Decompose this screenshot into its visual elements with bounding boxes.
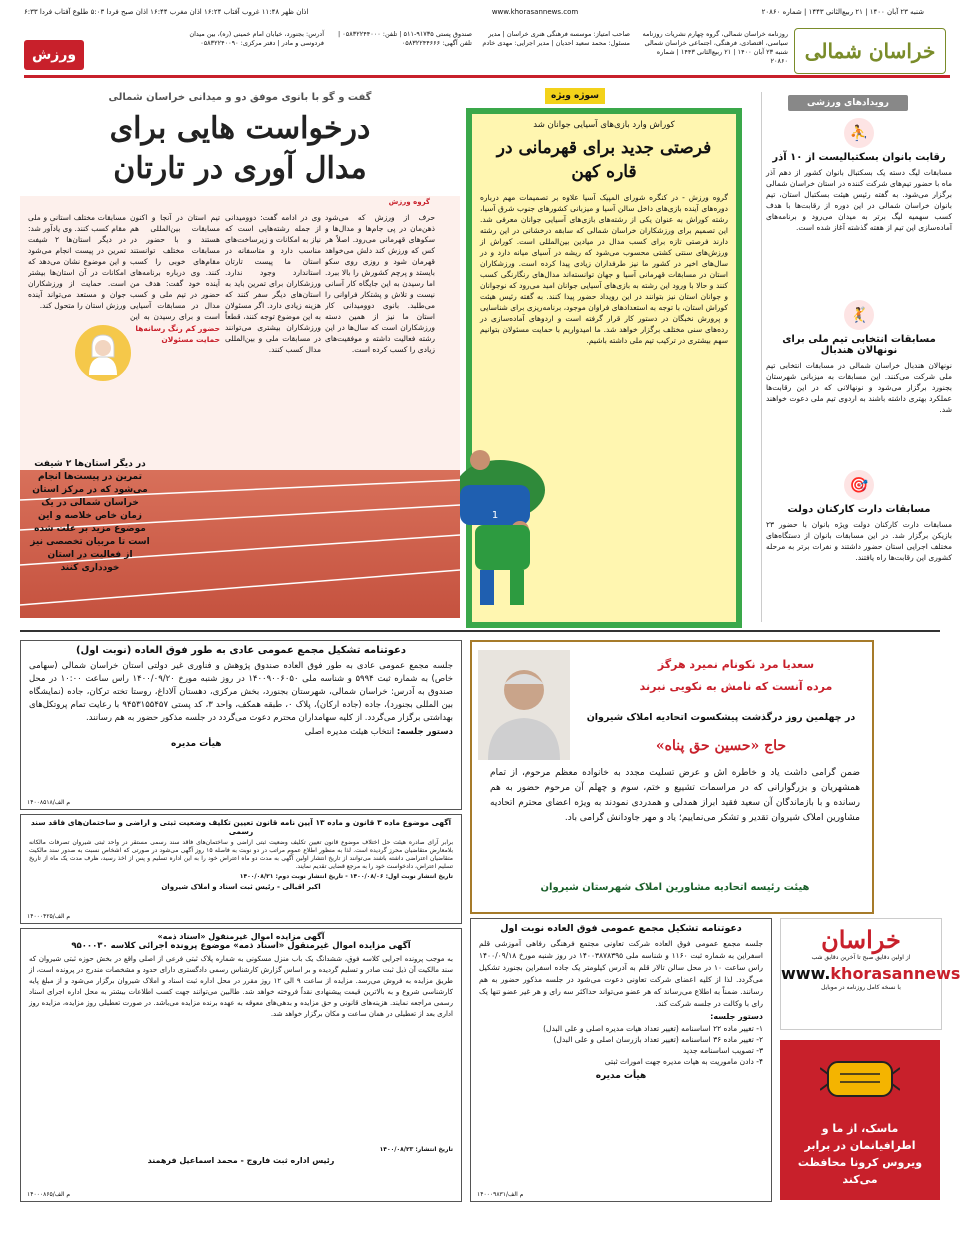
athletics-col2: وی در ادامه گفت: دوومیدانی از جمله رشته‌هایی است که نیاز به امکانات و زیرساخت‌های مناسب دارد و متاسفانه در استان ما پیست تارتان استاندارد وجود ندارد. ورزشکاران برای تمرین باید به استان‌های دیگر سفر کنند که هزینه زیادی دارد. اگر مسئولان به این موضوع توجه کنند، قطعاً ورزشکاران بیشتری می‌توانند در مسابقات ملی و بین‌المللی مدال کسب کنند. <box>225 213 321 354</box>
kurash-title: فرصتی جدید برای قهرمانی در قاره کهن <box>496 138 712 182</box>
special-tag: سوژه ویژه <box>545 88 605 104</box>
condolence-body: ضمن گرامی داشت یاد و خاطره اش و عرض تسلیت مجدد به خانواده معظم مرحوم، از تمام همشهریان و بزرگوارانی که در مراسمات تشییع و ختم، سوم و چهلم آن مرحوم حضور به هم رسانده و با بازماندگان آن سعید فقید ابراز همدلی و همدردی نمودند به ویژه اعضای محترم اتحادیه مشاورین املاک شیروان تقدیر و تشکر می‌نماییم؛ یاد و مهر جاودانش گرامی باد. <box>490 768 860 823</box>
masthead-col4: آدرس: بجنورد، خیابان امام خمینی (ره)، بین میدان فردوسی و مادر | دفتر مرکزی: ۰۵۸۳۲۲۴۰۰۹۰ <box>189 30 324 47</box>
athlete-portrait-icon <box>83 331 123 375</box>
basketball-icon: ⛹ <box>844 118 874 148</box>
deceased-photo <box>478 650 570 760</box>
notice-coop-meeting <box>470 918 772 1202</box>
condolence-intro: در چهلمین روز درگذشت پیشکسوت اتحادیه املاک شیروان <box>586 712 856 723</box>
kurash-kicker: کوراش وارد بازی‌های آسیایی جوانان شد <box>533 120 675 130</box>
sidebar-item-title: مسابقات انتخابی تیم ملی برای نونهالان هندبال <box>782 334 936 356</box>
notice1-title: دعوتنامه تشکیل مجمع عمومی عادی به طور فوق العاده (نوبت اول) <box>75 645 407 656</box>
sidebar-item-body: نونهالان هندبال خراسان شمالی در مسابقات انتخابی تیم ملی شرکت می‌کنند. این مسابقات به میزبانی شهرستان بجنورد برگزار می‌شود و نونهالانی که در این رقابت‌ها عملکرد بهتری داشته باشند به اردوی تیم ملی دعوت خواهند شد. <box>766 361 952 414</box>
url-prefix: www. <box>781 964 831 983</box>
handball-icon: 🤾 <box>844 300 874 330</box>
masthead-col1b-text: شنبه ۲۳ آبان ۱۴۰۰ | ۲۱ ربیع‌الثانی ۱۴۴۳ | شماره ۲۰۸۶۰ <box>656 48 788 65</box>
url-domain: khorasannews <box>830 964 960 983</box>
khorasan-logo: خراسان <box>821 925 901 954</box>
notice1-agenda-label: دستور جلسه: <box>396 727 453 737</box>
athletics-quote: در دیگر استان‌ها ۲ شیفت تمرین در پیست‌ها انجام می‌شود که در مرکز استان خراسان شمالی در یک زمان خاص خلاصه و این موضوع مزید بر علت شده است تا مربیان تخصصی نیز از فعالیت در استان خودداری کنند <box>30 459 150 573</box>
agenda-item: ۲- تغییر ماده ۳۶ اساسنامه (تغییر تعداد بازرسان اصلی و علی البدل) <box>553 1035 763 1044</box>
athlete-avatar <box>75 325 131 381</box>
sidebar-item-1 <box>766 118 952 233</box>
notice2-code: م الف/۱۴۰۰۰۴۲۵ <box>27 913 71 920</box>
notice4-body: جلسه مجمع عمومی فوق العاده شرکت تعاونی مجتمع فرهنگی رفاهی آموزشی قلم اسفراین به شماره ثبت ۱۱۶۰ و شناسه ملی ۱۴۰۰۳۸۷۸۳۹۵ در روز شنبه مورخ ۱۴۰۰/۰۹/۱۸ راس ساعت ۱۰ در محل سالن تالار قلم به آدرس کیلومتر یک جاده اسفراین بجنورد تشکیل می‌گردد. لذا از کلیه اعضای شرکت تعاونی دعوت می‌شود در جلسه مذکور حضور به هم رسانند. ضمناً به اطلاع می‌رساند که هر عضو می‌تواند حداکثر سه رای و هر غیر عضو تنها یک رای با وکالت در جلسه شرکت کند. <box>479 939 764 1008</box>
notice4-sign: هیأت مدیره <box>595 1071 647 1081</box>
section-label: گروه ورزش <box>388 198 430 206</box>
athletics-col3-text: تیم استان در آنجا و اکنون مسابقات بین‌المللی هم هستند و با حضور در مسابقات مختلف توانستند مقام‌های خوبی را کسب کنند. وی درباره برنامه‌های آینده خود گفت: هدف من حضور در تیم ملی و کسب مدال در مسابقات آسیایی است و برای رسیدن به این <box>130 213 220 321</box>
masthead-col3: صندوق پستی ۹۱۷۳۵-۵۱۱ | تلفن: ۰۵۸۳۲۲۴۴۰۰۰ | تلفن آگهی: ۰۵۸۳۲۲۴۴۶۶۶ <box>338 30 472 47</box>
sidebar-item-body: مسابقات لیگ دسته یک بسکتبال بانوان کشور از دهم آذر ماه با حضور تیم‌های شرکت کننده در استان خراسان شمالی برگزار می‌شود. به گفته رئیس هیئت بسکتبال استان، تیم بانوان خراسان شمالی در این دوره از رقابت‌ها با هدف کسب سهمیه لیگ برتر به میدان می‌رود و برنامه‌های آماده‌سازی این تیم از هفته گذشته آغاز شده است. <box>766 168 952 232</box>
notice2-dates: تاریخ انتشار نوبت اول: ۱۴۰۰/۰۸/۰۶ - تاریخ انتشار نوبت دوم: ۱۴۰۰/۰۸/۲۱ <box>239 873 453 880</box>
sidebar-item-title: مسابقات دارت کارکنان دولت <box>787 504 931 515</box>
notice4-code: م الف/۱۴۰۰۰۹۸۳۱ <box>477 1191 524 1198</box>
athletics-col3 <box>130 212 220 346</box>
prayer-times: اذان ظهر ۱۱:۴۸ غروب آفتاب ۱۶:۲۴ اذان مغرب ۱۶:۴۴ اذان صبح فردا ۵:۰۳ طلوع آفتاب فردا ۶:۳۳ <box>24 8 309 16</box>
corona-text: ماسک، از ما و اطرافیانمان در برابر ویروس کرونا محافظت می‌کند <box>797 1122 923 1186</box>
date-line: شنبه ۲۳ آبان ۱۴۰۰ | ۲۱ ربیع‌الثانی ۱۴۴۳ | شماره ۲۰۸۶۰ <box>761 8 924 16</box>
website-top[interactable]: www.khorasannews.com <box>491 8 579 16</box>
notice2-title: آگهی موضوع ماده ۳ قانون و ماده ۱۳ آیین نامه قانون تعیین تکلیف وضعیت ثبتی و اراضی و ساختمان‌های فاقد سند رسمی <box>30 818 452 836</box>
sidebar-item-3 <box>766 470 952 563</box>
athletics-title-2: مدال آوری در تارتان <box>113 151 367 186</box>
sidebar-tag: رویدادهای ورزشی <box>788 95 908 111</box>
masthead-col1-text: روزنامه خراسان شمالی، گروه چهارم نشریات روزنامه سیاسی، اقتصادی، فرهنگی، اجتماعی خراسان شمالی <box>642 30 788 47</box>
notice2-body: برابر آرای صادره هیئت حل اختلاف موضوع قانون تعیین تکلیف وضعیت ثبتی اراضی و ساختمان‌های فاقد سند رسمی مستقر در واحد ثبتی شیروان تصرفات مالکانه بلامعارض متقاضیان محرز گردیده است. لذا به منظور اطلاع عموم مراتب در دو نوبت به فاصله ۱۵ روز آگهی می‌شود در صورتی که اشخاص نسبت به صدور سند مالکیت متقاضیان اعتراضی داشته باشند می‌توانند از تاریخ انتشار اولین آگهی به مدت دو ماه اعتراض خود را به این اداره تسلیم و پس از اخذ رسید، ظرف مدت یک ماه از تاریخ تسلیم اعتراض، دادخواست خود را به مرجع قضایی تقدیم نمایند. <box>29 839 454 870</box>
subhead-media: حضور کم رنگ رسانه‌ها <box>135 324 220 333</box>
poem-line1: سعدیا مرد نکونام نمیرد هرگز <box>657 658 815 671</box>
portrait-icon <box>478 650 570 760</box>
poem-line2: مرده آنست که نامش به نکویی نبرند <box>639 680 833 693</box>
notice3-title1: آگهی مزایده اموال غیرمنقول «اسناد ذمه» <box>157 932 325 941</box>
khorasan-slogan: از اولین دقایق صبح تا آخرین دقایق شب <box>811 954 911 961</box>
corona-mask-ad <box>780 1040 940 1200</box>
notice2-sign: اکبر اقبالی - رئیس ثبت اسناد و املاک شیروان <box>161 883 321 891</box>
notice4-title: دعوتنامه تشکیل مجمع عمومی فوق العاده نوبت اول <box>500 923 742 934</box>
deceased-name: حاج «حسین حق پناه» <box>655 738 787 754</box>
athletics-col1: حرف از ورزش که می‌شود ذهن‌مان در پی جام‌ها و مدال‌ها و سکوهای قهرمانی می‌رود. اصلاً هر کس که ورزش کند دلش می‌خواهد قهرمان شود و روزی روی سکو بایستد و پرچم کشورش را بالا ببرد. اما رسیدن به این جایگاه کار آسانی نیست و تلاش و پشتکار فراوانی را می‌طلبد. بانوی دوومیدانی کار استان ما نیز از همین دسته ورزشکاران است که سال‌ها در این رشته فعالیت داشته و موفقیت‌های زیادی را کسب کرده است. <box>325 213 435 354</box>
masthead-col1 <box>638 30 788 66</box>
mask-icon <box>820 1054 900 1104</box>
agenda-item: ۴- دادن ماموریت به هیات مدیره جهت امورات ثبتی <box>604 1057 763 1066</box>
top-info-line <box>24 8 924 22</box>
notice1-code: م الف/۱۴۰۰۸۵۱۸ <box>27 799 71 806</box>
agenda-item: ۳- تصویب اساسنامه جدید <box>683 1046 763 1055</box>
khorasan-news-ad[interactable] <box>780 918 960 1030</box>
notice3-date: تاریخ انتشار: ۱۴۰۰/۰۸/۲۳ <box>379 1146 453 1153</box>
khorasan-url[interactable] <box>781 964 960 983</box>
condolence-sign: هیئت رئیسه اتحادیه مشاورین املاک شهرستان شیروان <box>540 882 810 893</box>
section-divider <box>20 630 940 632</box>
notice3-title2: آگهی مزایده اموال غیرمنقول «اسناد ذمه» موضوع پرونده اجرائی کلاسه ۹۵۰۰۰۳۰ <box>71 941 411 951</box>
notice1-sign: هیأت مدیره <box>171 739 222 749</box>
logo: خراسان شمالی <box>794 28 946 74</box>
notice3-sign: رئیس اداره ثبت فاروج - محمد اسماعیل فرهمند <box>147 1156 335 1165</box>
notice4-agenda-list <box>471 1023 771 1067</box>
sidebar-item-body: مسابقات دارت کارکنان دولت ویژه بانوان با حضور ۲۳ بازیکن برگزار شد. در این مسابقات بانوان از دستگاه‌های مختلف اجرایی استان حضور داشتند و نفرات برتر به مرحله کشوری این رقابت‌ها راه یافتند. <box>766 520 952 562</box>
notice1-agenda: انتخاب هیئت مدیره اصلی <box>304 727 395 737</box>
athletics-title-1: درخواست هایی برای <box>109 111 371 146</box>
subhead-support: حمایت مسئولان <box>161 335 220 344</box>
notice3-code: م الف/۱۴۰۰۰۸۶۵ <box>27 1191 71 1198</box>
sidebar-item-2 <box>766 300 952 415</box>
agenda-item: ۱- تغییر ماده ۲۲ اساسنامه (تغییر تعداد هیات مدیره اصلی و علی البدل) <box>543 1024 763 1033</box>
athletics-kicker: گفت و گو با بانوی موفق دو و میدانی خراسان شمالی <box>108 92 372 103</box>
notice4-agenda-label: دستور جلسه: <box>710 1012 763 1021</box>
notice-general-meeting <box>20 640 462 810</box>
darts-icon: 🎯 <box>844 470 874 500</box>
athletics-col4: مسابقات مختلف استانی و ملی مقام کسب کنند. وی یادآور شد: در دیگر استان‌ها ۲ شیفت تمرین در پیست انجام می‌شود و این موضوع نشان می‌دهد که امکانات در آن استان‌ها بیشتر است. حمایت از ورزشکاران جوان و مستعد می‌تواند آینده ورزش استان را متحول کند. <box>28 213 126 310</box>
notice-registration <box>20 814 462 924</box>
notice-auction <box>20 928 462 1202</box>
athlete-number: 1 <box>491 510 499 521</box>
notice3-body: به موجب پرونده اجرایی کلاسه فوق، ششدانگ یک باب منزل مسکونی به شماره پلاک ثبتی فرعی از اصلی واقع در بخش حوزه ثبتی شیروان که سند مالکیت آن ذیل ثبت صادر و تسلیم گردیده و بر اساس گزارش کارشناس رسمی دادگستری دارای حدود و مشخصات مندرج در پرونده است، از طریق مزایده به فروش می‌رسد. مزایده از ساعت ۹ الی ۱۲ روز مقرر در محل اداره ثبت اسناد و املاک شیروان برگزار می‌شود و از مبلغ پایه کارشناسی شروع و به بالاترین قیمت پیشنهادی نقداً فروخته خواهد شد. طالبین می‌توانند جهت کسب اطلاعات بیشتر به محل اداره اجرای اسناد رسمی مراجعه نمایند. هزینه‌های قانونی و حق مزایده و بدهی‌های معوقه به عهده برنده مزایده می‌باشد. در صورت تعطیلی روز مزایده، مزایده روز اداری بعد از تعطیلی در همان ساعت و مکان برگزار خواهد شد. <box>29 955 453 1018</box>
sidebar-item-title: رقابت بانوان بسکتبالیست از ۱۰ آذر <box>772 152 946 163</box>
section-badge: ورزش <box>24 40 84 70</box>
masthead-col2: صاحب امتیاز: موسسه فرهنگی هنری خراسان | مدیر مسئول: محمد سعید احدیان | مدیر اجرایی: مهدی خادم <box>482 30 630 47</box>
kurash-body: گروه ورزش - در کنگره شورای المپیک آسیا علاوه بر تصمیمات مهم درباره دوره‌های آینده بازی‌های داخل سالن آسیا و میزبانی کشورهای جنوب شرق آسیا، رشته کوراش به عنوان یکی از رشته‌های بازی‌های آسیایی جوانان معرفی شد. این تصمیم برای ورزشکاران خراسان شمالی که سابقه درخشانی در این رشته دارند فرصتی تازه برای کسب مدال در میادین بین‌المللی است. کوراش از ورزش‌های سنتی کشتی محسوب می‌شود که ریشه در آسیای میانه دارد و در سال‌های اخیر در کشور ما نیز طرفداران زیادی پیدا کرده است. ورزشکاران استان در مسابقات قهرمانی آسیا و جهان توانسته‌اند مدال‌های رنگارنگی کسب کنند و حالا با ورود این رشته به بازی‌های آسیایی جوانان امید می‌رود که نوجوانان و جوانان استان نیز بتوانند در این رویداد حضور پیدا کنند. به گفته رئیس هیئت کوراش استان، با توجه به استعدادهای فراوان موجود، برنامه‌ریزی برای شناسایی و پرورش نخبگان در دستور کار قرار گرفته است و اردوهای آماده‌سازی در رده‌های سنی مختلف برگزار خواهد شد. ما امیدواریم با حمایت مسئولان بتوانیم سهم بیشتری در ترکیب تیم ملی داشته باشیم. <box>480 193 728 345</box>
notice1-body: جلسه مجمع عمومی عادی به طور فوق العاده صندوق پژوهش و فناوری غیر دولتی استان خراسان شمالی (سهامی خاص) به شماره ثبت ۵۹۹۴ و شناسه ملی ۱۴۰۰۹۰۰۶۰۵۰ در روز شنبه مورخ ۱۴۰۰/۰۹/۲۰ راس ساعت ۱۰:۰۰ در محل صندوق به آدرس: خراسان شمالی، شهرستان بجنورد، بخش مرکزی، دهستان آلاداغ، روستا تخته ترکان، جاده (نمایشگاه بین المللی بجنورد)، جاده (جاده ارکان)، پلاک ۰، طبقه همکف، واحد ۳، کد پستی ۹۴۵۳۱۵۵۴۵۷ با رعایت تمام پروتکل‌های بهداشتی برگزار می‌گردد. از کلیه سهامداران محترم دعوت می‌گردد در جلسه مذکور حضور به هم رسانند. <box>29 661 453 723</box>
masthead-divider <box>24 75 950 78</box>
khorasan-note: با نسخه کامل روزنامه در موبایل <box>821 984 901 991</box>
